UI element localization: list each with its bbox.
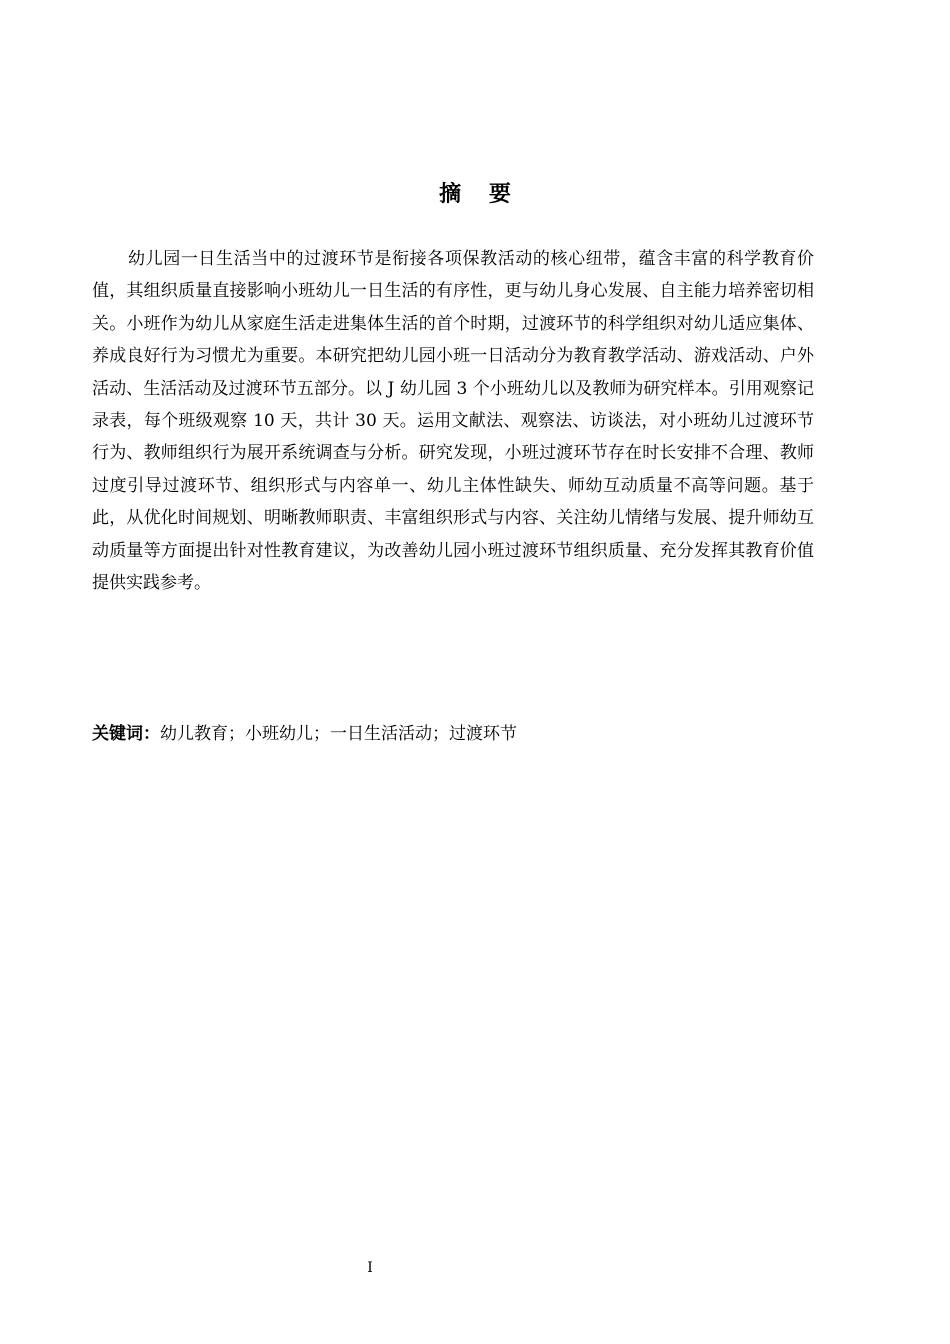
page-number: I — [367, 1260, 373, 1276]
abstract-title: 摘 要 — [439, 182, 521, 207]
keywords-line — [92, 718, 814, 750]
keywords-label: 关键词： — [92, 724, 160, 744]
abstract-body: 幼儿园一日生活当中的过渡环节是衔接各项保教活动的核心纽带，蕴含丰富的科学教育价值，其组织质量直接影响小班幼儿一日生活的有序性，更与幼儿身心发展、自主能力培养密切相关。小班作为幼儿从家庭生活走进集体生活的首个时期，过渡环节的科学组织对幼儿适应集体、养成良好行为习惯尤为重要。本研究把幼儿园小班一日活动分为教育教学活动、游戏活动、户外活动、生活活动及过渡环节五部分。以 J 幼儿园 3 个小班幼儿以及教师为研究样本。引用观察记录表，每个班级观察 10 天，共计 30 天。运用文献法、观察法、访谈法，对小班幼儿过渡环节行为、教师组织行为展开系统调查与分析。研究发现，小班过渡环节存在时长安排不合理、教师过度引导过渡环节、组织形式与内容单一、幼儿主体性缺失、师幼互动质量不高等问题。基于此，从优化时间规划、明晰教师职责、丰富组织形式与内容、关注幼儿情绪与发展、提升师幼互动质量等方面提出针对性教育建议，为改善幼儿园小班过渡环节组织质量、充分发挥其教育价值提供实践参考。 — [92, 249, 814, 594]
keywords-text: 幼儿教育；小班幼儿；一日生活活动；过渡环节 — [160, 724, 517, 744]
